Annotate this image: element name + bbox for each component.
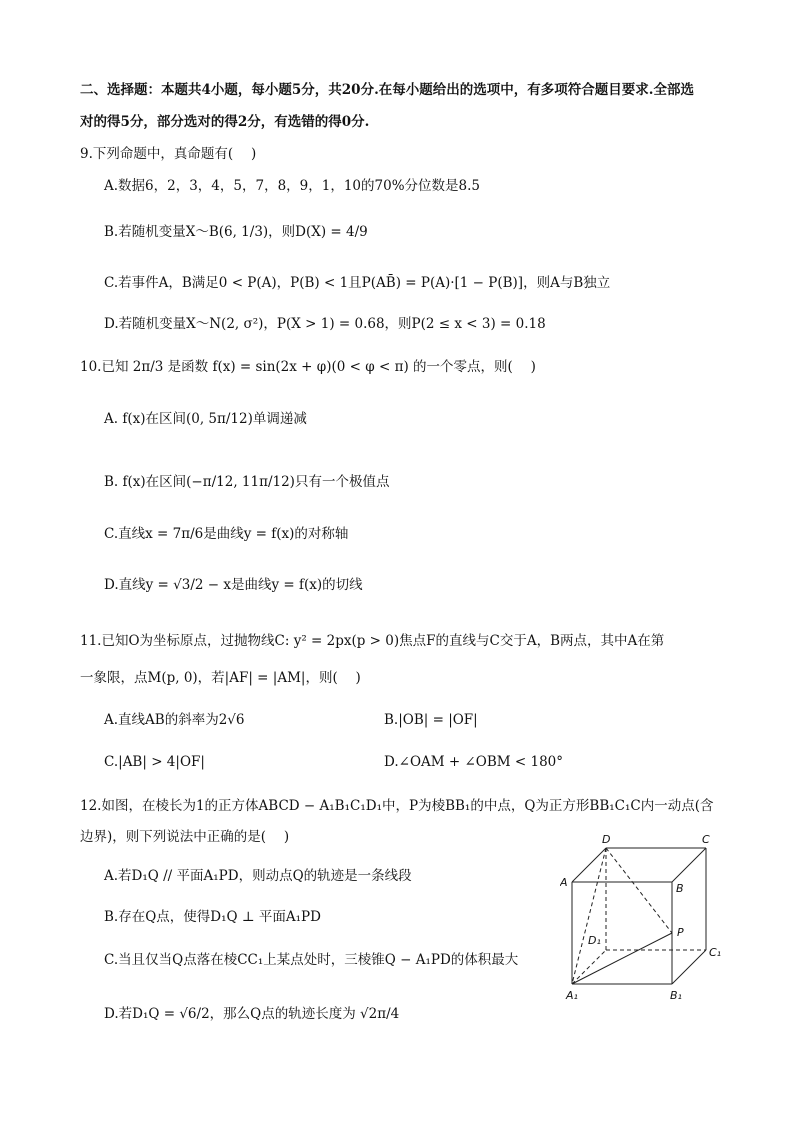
q11-stem-line1: 11.已知O为坐标原点，过抛物线C: y² = 2px(p > 0)焦点F的直线与C交于A，B两点，其中A在第 <box>80 633 665 649</box>
edge-b1c1 <box>672 950 706 984</box>
q9-option-d: D.若随机变量X～N(2, σ²)，P(X > 1) = 0.68，则P(2 ≤ x < 3) = 0.18 <box>104 316 546 332</box>
q12-option-a: A.若D₁Q // 平面A₁PD，则动点Q的轨迹是一条线段 <box>104 868 412 884</box>
label-c: C <box>702 833 710 846</box>
cube-figure <box>560 832 730 1010</box>
label-c1: C₁ <box>709 946 722 959</box>
label-b: B <box>676 882 684 895</box>
segment-a1p <box>572 933 672 984</box>
q10-option-c: C.直线x = 7π/6是曲线y = f(x)的对称轴 <box>104 526 349 542</box>
label-a: A <box>560 876 568 889</box>
q10-option-d: D.直线y = √3/2 − x是曲线y = f(x)的切线 <box>104 577 363 593</box>
q11-option-c: C.|AB| > 4|OF| <box>104 754 205 770</box>
q10-option-b: B. f(x)在区间(−π/12, 11π/12)只有一个极值点 <box>104 474 390 490</box>
edge-ad <box>572 848 606 882</box>
q12-option-d: D.若D₁Q = √6/2，那么Q点的轨迹长度为 √2π/4 <box>104 1006 400 1022</box>
q11-option-d: D.∠OAM + ∠OBM < 180° <box>384 754 564 770</box>
q12-option-b: B.存在Q点，使得D₁Q ⊥ 平面A₁PD <box>104 909 321 925</box>
q9-option-c: C.若事件A，B满足0 < P(A)，P(B) < 1且P(AB̄) = P(A)·[1 − P(B)]，则A与B独立 <box>104 275 611 291</box>
q12-option-c: C.当且仅当Q点落在棱CC₁上某点处时，三棱锥Q − A₁PD的体积最大 <box>104 952 519 968</box>
q9-option-a: A.数据6，2，3，4，5，7，8，9，1，10的70%分位数是8.5 <box>104 178 480 194</box>
label-d: D <box>602 833 611 846</box>
cube-diagram <box>560 832 730 1010</box>
section-header-line1: 二、选择题：本题共4小题，每小题5分，共20分.在每小题给出的选项中，有多项符合题目要求.全部选 <box>80 82 694 98</box>
label-p: P <box>677 926 684 939</box>
q11-option-a: A.直线AB的斜率为2√6 <box>104 712 245 728</box>
section-header-line2: 对的得5分，部分选对的得2分，有选错的得0分. <box>80 114 370 130</box>
q10-option-a: A. f(x)在区间(0, 5π/12)单调递减 <box>104 411 307 427</box>
q10-stem: 10.已知 2π/3 是函数 f(x) = sin(2x + φ)(0 < φ < π) 的一个零点，则( ) <box>80 359 536 375</box>
edge-bc <box>672 848 706 882</box>
segment-da1 <box>572 848 606 984</box>
q9-stem: 9.下列命题中，真命题有( ) <box>80 146 257 162</box>
label-a1: A₁ <box>566 989 578 1002</box>
q12-stem-line1: 12.如图，在棱长为1的正方体ABCD − A₁B₁C₁D₁中，P为棱BB₁的中点，Q为正方形BB₁C₁C内一动点(含 <box>80 798 714 814</box>
label-d1: D₁ <box>588 934 601 947</box>
q12-stem-line2: 边界)，则下列说法中正确的是( ) <box>80 829 290 845</box>
q11-stem-line2: 一象限，点M(p, 0)，若|AF| = |AM|，则( ) <box>80 670 361 686</box>
edge-a1d1 <box>572 950 606 984</box>
q9-option-b: B.若随机变量X～B(6, 1/3)，则D(X) = 4/9 <box>104 224 368 240</box>
q11-option-b: B.|OB| = |OF| <box>384 712 478 728</box>
label-b1: B₁ <box>670 989 682 1002</box>
segment-dp <box>606 848 672 933</box>
